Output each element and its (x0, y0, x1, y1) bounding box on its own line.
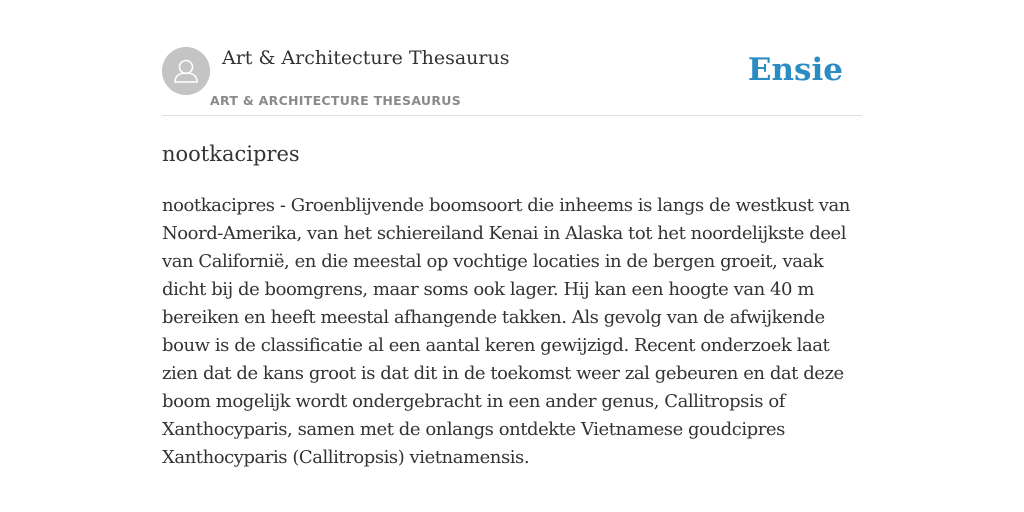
term-title: nootkacipres (162, 142, 300, 166)
user-icon (162, 47, 210, 95)
author-subtitle[interactable]: ART & ARCHITECTURE THESAURUS (210, 93, 462, 108)
brand-logo[interactable]: Ensie (747, 52, 843, 88)
header-divider (162, 115, 862, 116)
term-definition: nootkacipres - Groenblijvende boomsoort die inheems is langs de westkust van Noord-Amerika, van het schiereiland Kenai in Alaska tot het noordelijkste deel van Californië, en die meestal op vochtige locaties in de bergen groeit, vaak dicht bij de boomgrens, maar soms ook lager. Hij kan een hoogte van 40 m bereiken en heeft meestal afhangende takken. Als gevolg van de afwijkende bouw is de classificatie al een aantal keren gewijzigd. Recent onderzoek laat zien dat de kans groot is dat dit in de toekomst weer zal gebeuren en dat deze boom mogelijk wordt ondergebracht in een ander genus, Callitropsis of Xanthocyparis, samen met de onlangs ontdekte Vietnamese goudcipres Xanthocyparis (Callitropsis) vietnamensis. (162, 195, 850, 468)
author-name[interactable]: Art & Architecture Thesaurus (222, 47, 510, 69)
author-avatar[interactable] (162, 47, 210, 95)
